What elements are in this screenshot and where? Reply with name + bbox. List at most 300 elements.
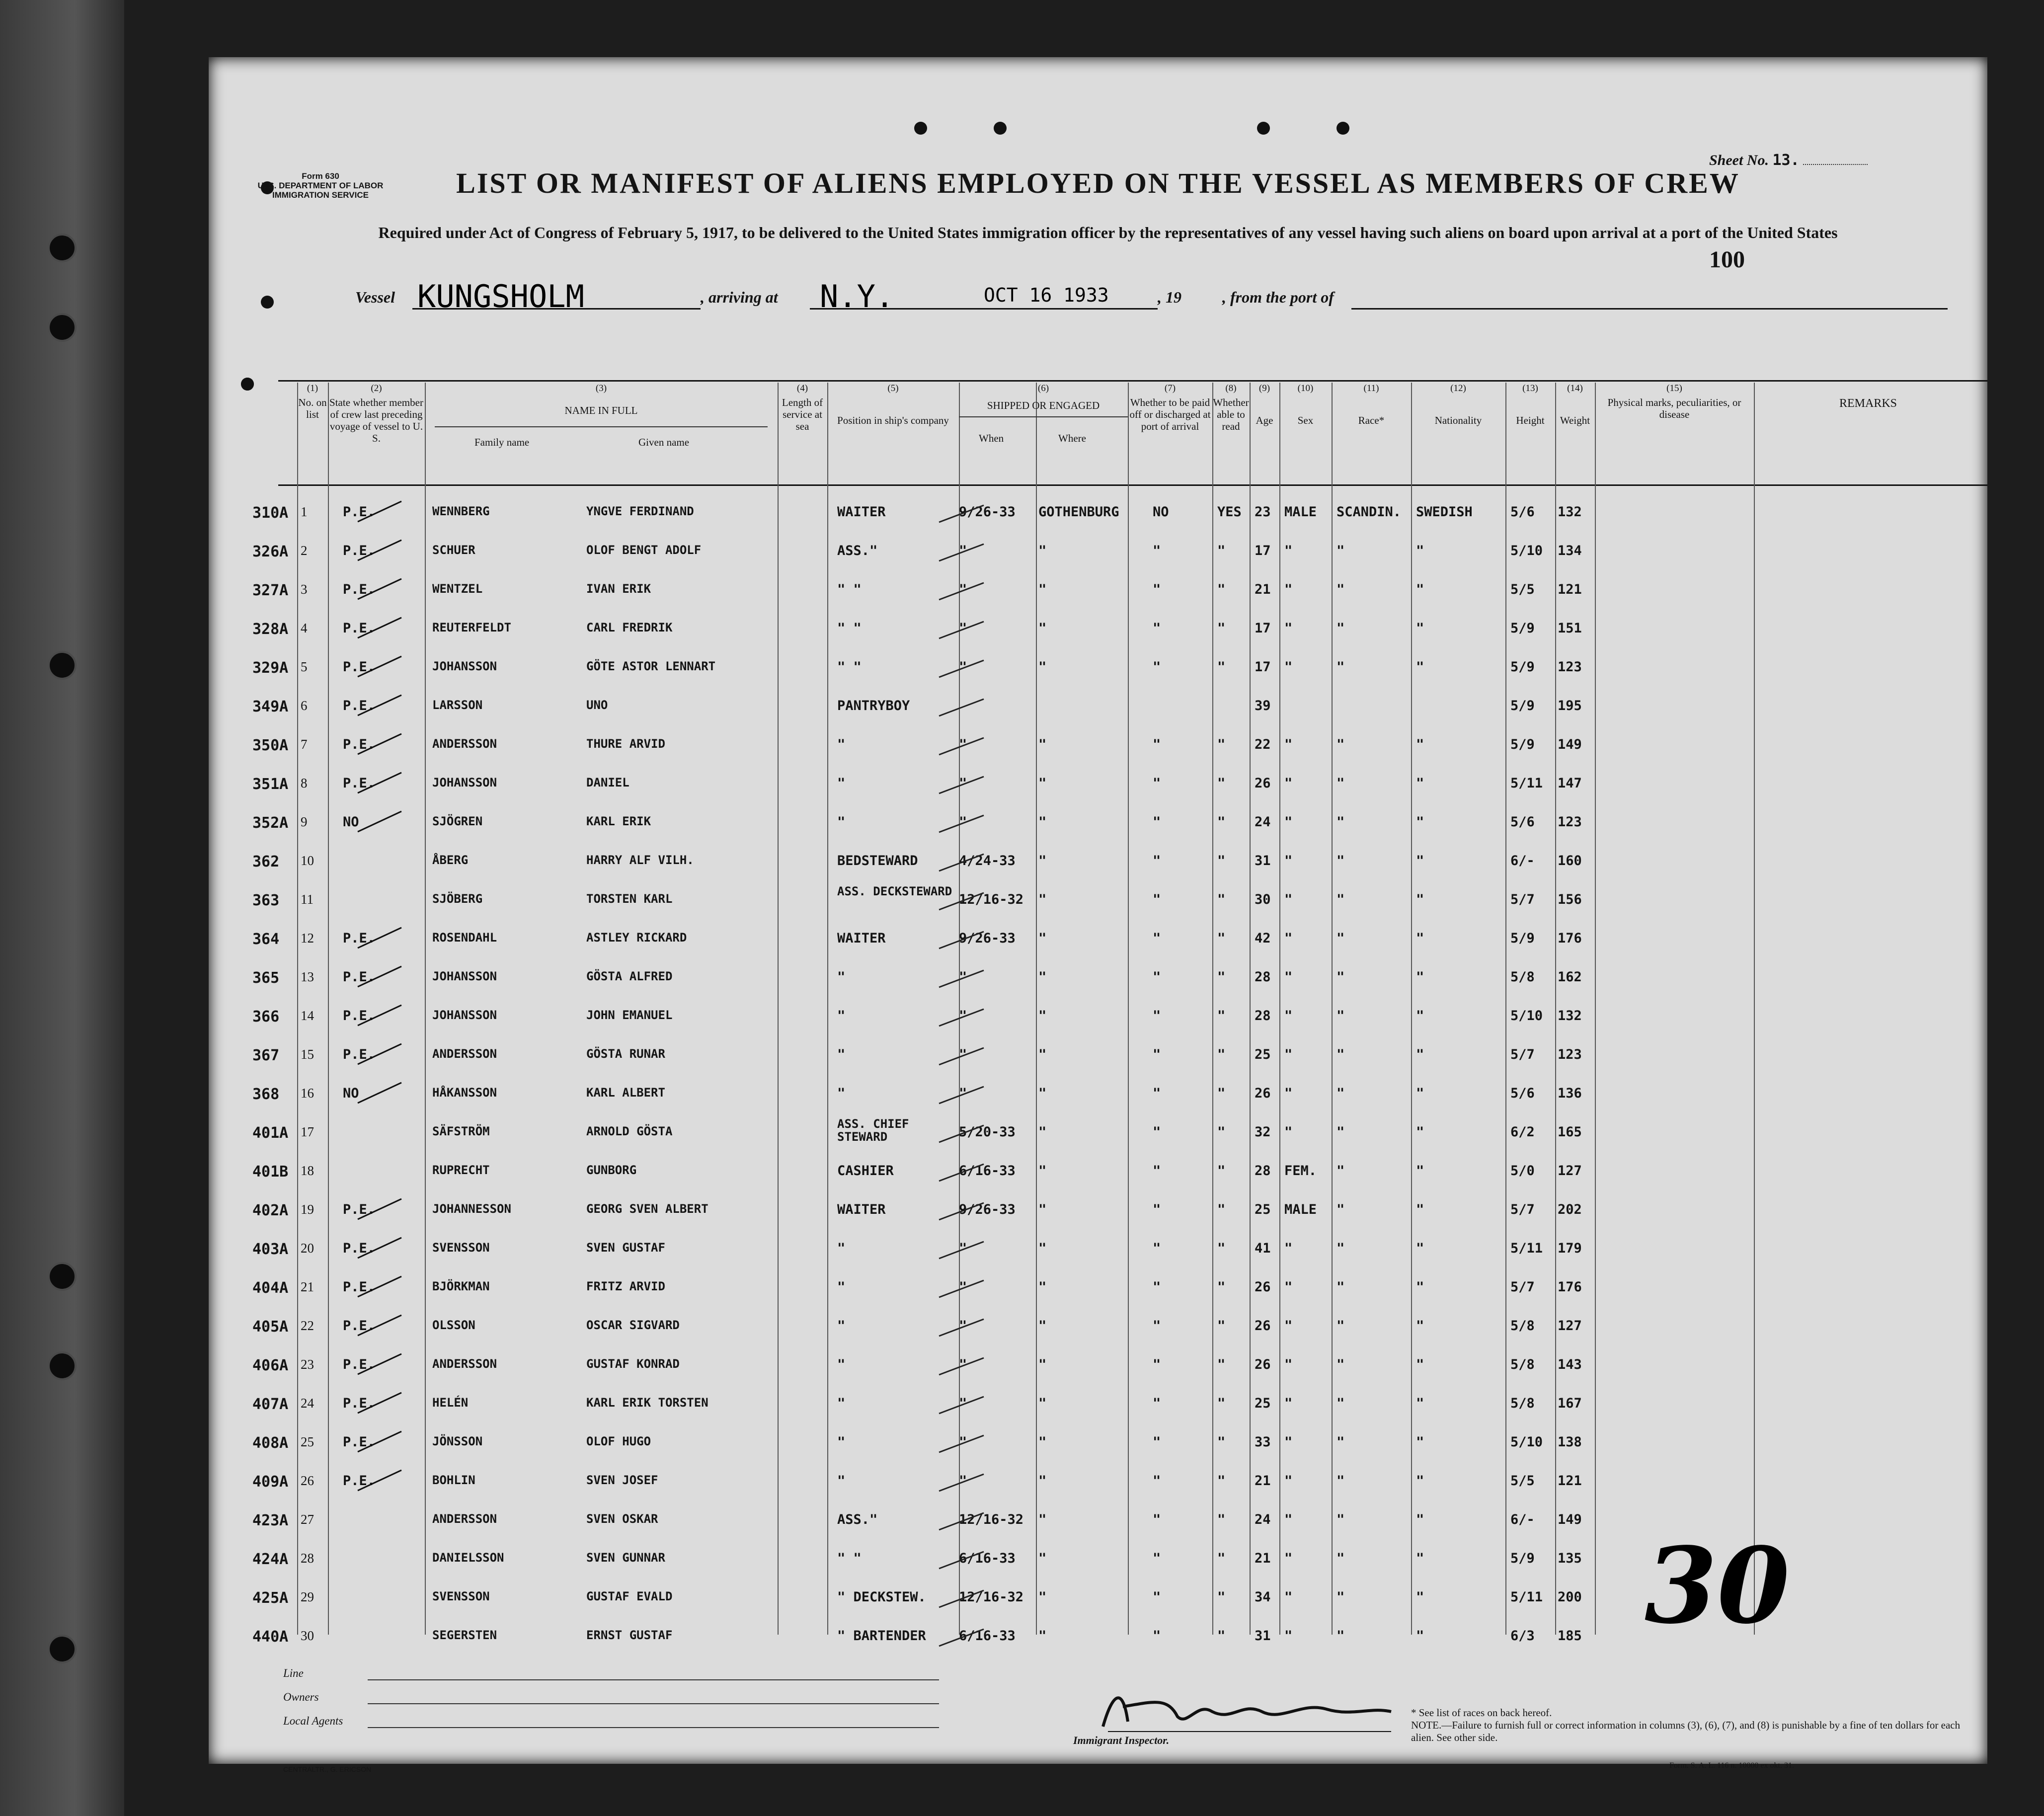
- weight: 179: [1558, 1241, 1582, 1256]
- given-name: DANIEL: [586, 776, 629, 790]
- height: 5/10: [1510, 1008, 1543, 1024]
- last-voyage-status: P.E.: [343, 1396, 376, 1411]
- strike-mark-icon: [358, 538, 402, 563]
- checkmark-icon: [937, 968, 986, 988]
- given-name: SVEN GUSTAF: [586, 1241, 665, 1255]
- position: ": [837, 1318, 846, 1334]
- last-voyage-status: P.E.: [343, 931, 376, 946]
- margin-number: 329A: [252, 659, 289, 677]
- able-to-read: ": [1217, 1434, 1226, 1450]
- paid-off: ": [1153, 1241, 1161, 1256]
- position: ": [837, 969, 846, 985]
- nationality: ": [1416, 1396, 1424, 1411]
- age: 26: [1255, 1086, 1271, 1101]
- list-number: 25: [301, 1434, 314, 1449]
- sex: MALE: [1284, 504, 1317, 520]
- age: 25: [1255, 1202, 1271, 1217]
- given-name: OLOF HUGO: [586, 1434, 651, 1448]
- position: ": [837, 1008, 846, 1024]
- shipped-when: ": [959, 659, 967, 675]
- shipped-where: ": [1038, 1551, 1047, 1566]
- table-row: [209, 884, 1987, 931]
- paid-off: ": [1153, 814, 1161, 830]
- shipped-when: ": [959, 737, 967, 752]
- checkmark-icon: [937, 542, 986, 562]
- shipped-where: ": [1038, 621, 1047, 636]
- paid-off: ": [1153, 969, 1161, 985]
- sex: ": [1284, 853, 1293, 869]
- shipped-when: 6/16-33: [959, 1163, 1016, 1179]
- strike-mark-icon: [358, 1081, 402, 1105]
- able-to-read: ": [1217, 1202, 1226, 1217]
- family-name-subheader: Family name: [474, 436, 530, 448]
- list-number: 12: [301, 931, 314, 946]
- strike-mark-icon: [358, 577, 402, 602]
- paid-off: ": [1153, 1008, 1161, 1024]
- family-name: JOHANSSON: [432, 659, 497, 673]
- list-number: 8: [301, 776, 308, 790]
- shipped-when: ": [959, 1473, 967, 1489]
- able-to-read: ": [1217, 659, 1226, 675]
- height: 5/7: [1510, 1202, 1535, 1217]
- sex: ": [1284, 969, 1293, 985]
- family-name: JOHANSSON: [432, 969, 497, 983]
- strike-mark-icon: [358, 809, 402, 834]
- able-to-read: ": [1217, 814, 1226, 830]
- margin-number: 310A: [252, 504, 289, 522]
- age: 25: [1255, 1047, 1271, 1062]
- given-name: ARNOLD GÖSTA: [586, 1124, 673, 1138]
- height: 5/11: [1510, 776, 1543, 791]
- height: 5/9: [1510, 737, 1535, 752]
- nationality: ": [1416, 659, 1424, 675]
- sex: ": [1284, 1047, 1293, 1062]
- given-name: OSCAR SIGVARD: [586, 1318, 680, 1332]
- shipped-when: 6/16-33: [959, 1551, 1016, 1566]
- able-to-read: ": [1217, 1396, 1226, 1411]
- given-name: ERNST GUSTAF: [586, 1628, 673, 1642]
- shipped-when: ": [959, 582, 967, 597]
- shipped-where: ": [1038, 1163, 1047, 1179]
- list-number: 19: [301, 1202, 314, 1217]
- page-title: LIST OR MANIFEST OF ALIENS EMPLOYED ON THE VESSEL AS MEMBERS OF CREW: [456, 167, 1740, 199]
- list-number: 29: [301, 1589, 314, 1604]
- weight: 132: [1558, 1008, 1582, 1024]
- position: " ": [837, 621, 862, 636]
- able-to-read: ": [1217, 1512, 1226, 1527]
- shipped-where: ": [1038, 1512, 1047, 1527]
- nationality: ": [1416, 1202, 1424, 1217]
- paid-off: ": [1153, 737, 1161, 752]
- sex: ": [1284, 1628, 1293, 1644]
- margin-number: 407A: [252, 1396, 289, 1413]
- family-name: HÅKANSSON: [432, 1086, 497, 1100]
- paid-off: ": [1153, 582, 1161, 597]
- sex: ": [1284, 737, 1293, 752]
- race: ": [1336, 543, 1345, 558]
- checkmark-icon: [937, 1278, 986, 1298]
- owners-label: Owners: [283, 1691, 319, 1703]
- position: " ": [837, 582, 862, 597]
- service: IMMIGRATION SERVICE: [272, 190, 369, 200]
- able-to-read: ": [1217, 1628, 1226, 1644]
- family-name: SCHUER: [432, 543, 475, 557]
- paid-off: ": [1153, 1163, 1161, 1179]
- margin-number: 349A: [252, 698, 289, 715]
- sex: ": [1284, 776, 1293, 791]
- sex: ": [1284, 1279, 1293, 1295]
- checkmark-icon: [937, 658, 986, 678]
- given-name: SVEN OSKAR: [586, 1512, 658, 1526]
- paid-off: ": [1153, 1357, 1161, 1372]
- tally-text: 30: [1645, 1524, 1790, 1647]
- family-name: JOHANSSON: [432, 776, 497, 790]
- race: ": [1336, 814, 1345, 830]
- table-row: [209, 1008, 1987, 1047]
- where-subheader: Where: [1058, 432, 1086, 444]
- height: 5/8: [1510, 1396, 1535, 1411]
- position: " ": [837, 659, 862, 675]
- height: 5/6: [1510, 504, 1535, 520]
- strike-mark-icon: [358, 693, 402, 718]
- strike-mark-icon: [358, 1236, 402, 1261]
- family-name: RUPRECHT: [432, 1163, 490, 1177]
- family-name: ANDERSSON: [432, 737, 497, 751]
- shipped-when: ": [959, 814, 967, 830]
- table-row: [209, 853, 1987, 892]
- family-name: HELÉN: [432, 1396, 469, 1410]
- position: ": [837, 776, 846, 791]
- height: 5/0: [1510, 1163, 1535, 1179]
- shipped-when: ": [959, 1357, 967, 1372]
- checkmark-icon: [937, 1085, 986, 1105]
- table-row: [209, 1318, 1987, 1357]
- family-name: BOHLIN: [432, 1473, 475, 1487]
- checkmark-icon: [937, 1472, 986, 1492]
- checkmark-icon: [937, 620, 986, 639]
- punch-hole-icon: [994, 122, 1007, 135]
- list-number: 28: [301, 1551, 314, 1566]
- weight: 176: [1558, 1279, 1582, 1295]
- able-to-read: ": [1217, 1163, 1226, 1179]
- age: 28: [1255, 1163, 1271, 1179]
- given-name: GUSTAF KONRAD: [586, 1357, 680, 1371]
- age: 31: [1255, 1628, 1271, 1644]
- given-name: THURE ARVID: [586, 737, 665, 751]
- family-name: JOHANNESSON: [432, 1202, 511, 1216]
- race: ": [1336, 1434, 1345, 1450]
- col-6-header: (6) SHIPPED OR ENGAGED When Where: [959, 383, 1128, 437]
- nationality: ": [1416, 1318, 1424, 1334]
- shipped-when: ": [959, 1279, 967, 1295]
- weight: 156: [1558, 892, 1582, 907]
- age: 23: [1255, 504, 1271, 520]
- height: 5/11: [1510, 1241, 1543, 1256]
- height: 5/5: [1510, 1473, 1535, 1489]
- given-name: GEORG SVEN ALBERT: [586, 1202, 708, 1216]
- weight: 123: [1558, 659, 1582, 675]
- age: 42: [1255, 931, 1271, 946]
- checkmark-icon: [937, 1395, 986, 1415]
- list-number: 6: [301, 698, 308, 713]
- shipped-where: ": [1038, 853, 1047, 869]
- paid-off: ": [1153, 621, 1161, 636]
- header-top-rule: [278, 380, 1987, 382]
- checkmark-icon: [937, 1201, 986, 1221]
- nationality: ": [1416, 969, 1424, 985]
- form-reference: Form. S. A. L. 116 n. 10000 ex okt. 31.: [1669, 1761, 1794, 1770]
- shipped-where: ": [1038, 1008, 1047, 1024]
- shipped-where: ": [1038, 776, 1047, 791]
- list-number: 4: [301, 621, 308, 635]
- sex: ": [1284, 1551, 1293, 1566]
- shipped-where: ": [1038, 814, 1047, 830]
- paid-off: ": [1153, 1473, 1161, 1489]
- paid-off: ": [1153, 659, 1161, 675]
- last-voyage-status: P.E.: [343, 621, 376, 636]
- last-voyage-status: P.E.: [343, 1047, 376, 1062]
- paid-off: ": [1153, 1318, 1161, 1334]
- inspector-signature: [1093, 1682, 1401, 1737]
- paid-off: ": [1153, 853, 1161, 869]
- checkmark-icon: [937, 1162, 986, 1182]
- given-name: GÖSTA ALFRED: [586, 969, 673, 983]
- race: ": [1336, 1047, 1345, 1062]
- checkmark-icon: [937, 1240, 986, 1260]
- margin-number: 408A: [252, 1434, 289, 1452]
- given-name: KARL ERIK TORSTEN: [586, 1396, 708, 1410]
- weight: 138: [1558, 1434, 1582, 1450]
- col-3-header: (3) NAME IN FULL Family name Given name: [425, 383, 778, 447]
- position: ASS.": [837, 1512, 878, 1527]
- age: 17: [1255, 659, 1271, 675]
- paid-off: ": [1153, 1628, 1161, 1644]
- race: ": [1336, 853, 1345, 869]
- nationality: ": [1416, 1279, 1424, 1295]
- strike-mark-icon: [358, 654, 402, 679]
- able-to-read: ": [1217, 1124, 1226, 1140]
- shipped-where: ": [1038, 582, 1047, 597]
- height: 5/9: [1510, 621, 1535, 636]
- last-voyage-status: P.E.: [343, 1202, 376, 1217]
- position: ": [837, 1047, 846, 1062]
- sex: ": [1284, 1241, 1293, 1256]
- family-name: SJÖGREN: [432, 814, 483, 828]
- family-name: DANIELSSON: [432, 1551, 504, 1565]
- list-number: 17: [301, 1124, 314, 1139]
- height: 6/-: [1510, 853, 1535, 869]
- given-name: KARL ERIK: [586, 814, 651, 828]
- table-row: [209, 543, 1987, 582]
- list-number: 27: [301, 1512, 314, 1527]
- shipped-where: ": [1038, 1357, 1047, 1372]
- family-name: SJÖBERG: [432, 892, 483, 906]
- age: 26: [1255, 1279, 1271, 1295]
- checkmark-icon: [937, 1627, 986, 1647]
- margin-number: 326A: [252, 543, 289, 560]
- strike-mark-icon: [358, 616, 402, 640]
- weight: 202: [1558, 1202, 1582, 1217]
- line-label: Line: [283, 1667, 304, 1679]
- able-to-read: ": [1217, 737, 1226, 752]
- strike-mark-icon: [358, 1042, 402, 1067]
- height: 5/9: [1510, 698, 1535, 713]
- nationality: ": [1416, 814, 1424, 830]
- family-name: WENTZEL: [432, 582, 483, 596]
- nationality: ": [1416, 776, 1424, 791]
- age: 31: [1255, 853, 1271, 869]
- paid-off: ": [1153, 892, 1161, 907]
- strike-mark-icon: [358, 964, 402, 989]
- able-to-read: ": [1217, 1047, 1226, 1062]
- binder-hole: [48, 651, 77, 680]
- weight: 147: [1558, 776, 1582, 791]
- able-to-read: ": [1217, 892, 1226, 907]
- list-number: 14: [301, 1008, 314, 1023]
- paid-off: ": [1153, 1589, 1161, 1605]
- weight: 123: [1558, 814, 1582, 830]
- weight: 176: [1558, 931, 1582, 946]
- last-voyage-status: P.E.: [343, 659, 376, 675]
- position: " DECKSTEW.: [837, 1589, 926, 1605]
- paid-off: ": [1153, 1047, 1161, 1062]
- given-name: ASTLEY RICKARD: [586, 931, 687, 945]
- list-number: 15: [301, 1047, 314, 1062]
- list-number: 5: [301, 659, 308, 674]
- margin-number: 423A: [252, 1512, 289, 1529]
- age: 34: [1255, 1589, 1271, 1605]
- binder-hole: [48, 234, 77, 262]
- punch-hole-icon: [914, 122, 927, 135]
- shipped-when: 12/16-32: [959, 1589, 1024, 1605]
- margin-number: 405A: [252, 1318, 289, 1336]
- race: ": [1336, 621, 1345, 636]
- position: CASHIER: [837, 1163, 894, 1179]
- paid-off: ": [1153, 1551, 1161, 1566]
- page-subtitle: Required under Act of Congress of February 5, 1917, to be delivered to the United States immigration officer by the representatives of any vessel having such aliens on board upon arrival at a port of the United States: [378, 224, 1838, 241]
- col-7-header: (7) Whether to be paid off or discharged at port of arrival: [1129, 383, 1211, 432]
- checkmark-icon: [937, 1356, 986, 1376]
- height: 5/9: [1510, 1551, 1535, 1566]
- table-row: [209, 1047, 1987, 1086]
- weight: 151: [1558, 621, 1582, 636]
- sex: ": [1284, 892, 1293, 907]
- margin-number: 401B: [252, 1163, 289, 1181]
- nationality: ": [1416, 1124, 1424, 1140]
- local-agents-label: Local Agents: [283, 1715, 343, 1727]
- family-name: SÄFSTRÖM: [432, 1124, 490, 1138]
- age: 22: [1255, 737, 1271, 752]
- margin-number: 364: [252, 931, 280, 948]
- col-9-header: (9) Age: [1256, 383, 1273, 426]
- table-row: [209, 698, 1987, 737]
- shipped-where: ": [1038, 737, 1047, 752]
- arriving-label: , arriving at: [701, 288, 778, 306]
- position: ": [837, 1241, 846, 1256]
- race: ": [1336, 1202, 1345, 1217]
- able-to-read: ": [1217, 1551, 1226, 1566]
- margin-number: 351A: [252, 776, 289, 793]
- shipped-where: ": [1038, 1202, 1047, 1217]
- nationality: ": [1416, 1434, 1424, 1450]
- shipped-when: ": [959, 1434, 967, 1450]
- last-voyage-status: P.E.: [343, 1241, 376, 1256]
- shipped-where: ": [1038, 543, 1047, 558]
- position: ASS. CHIEF STEWARD: [837, 1117, 909, 1144]
- last-voyage-status: P.E.: [343, 1279, 376, 1295]
- age: 17: [1255, 543, 1271, 558]
- list-number: 18: [301, 1163, 314, 1178]
- nationality: ": [1416, 931, 1424, 946]
- strike-mark-icon: [358, 926, 402, 950]
- shipped-when: ": [959, 1047, 967, 1062]
- list-number: 7: [301, 737, 308, 752]
- margin-number: 367: [252, 1047, 280, 1064]
- position: ": [837, 1434, 846, 1450]
- family-name: SVENSSON: [432, 1589, 490, 1603]
- date-stamp: OCT 16 1933: [984, 284, 1109, 306]
- inspector-label: Immigrant Inspector.: [1073, 1734, 1170, 1746]
- given-name: TORSTEN KARL: [586, 892, 673, 906]
- nationality: ": [1416, 1008, 1424, 1024]
- shipped-where: ": [1038, 1124, 1047, 1140]
- weight: 127: [1558, 1163, 1582, 1179]
- sex: ": [1284, 1086, 1293, 1101]
- paid-off: ": [1153, 776, 1161, 791]
- sex: ": [1284, 582, 1293, 597]
- weight: 121: [1558, 582, 1582, 597]
- shipped-when: ": [959, 621, 967, 636]
- age: 41: [1255, 1241, 1271, 1256]
- height: 5/11: [1510, 1589, 1543, 1605]
- paid-off: ": [1153, 931, 1161, 946]
- position: ASS.": [837, 543, 878, 558]
- shipped-when: ": [959, 776, 967, 791]
- given-name: SVEN JOSEF: [586, 1473, 658, 1487]
- weight: 121: [1558, 1473, 1582, 1489]
- last-voyage-status: P.E.: [343, 543, 376, 558]
- height: 5/6: [1510, 814, 1535, 830]
- race: ": [1336, 1163, 1345, 1179]
- list-number: 23: [301, 1357, 314, 1372]
- sex: ": [1284, 1318, 1293, 1334]
- shipped-where: ": [1038, 1434, 1047, 1450]
- given-name: CARL FREDRIK: [586, 621, 673, 634]
- last-voyage-status: P.E.: [343, 1434, 376, 1450]
- binder-hole: [48, 1351, 77, 1380]
- race: ": [1336, 1473, 1345, 1489]
- race: ": [1336, 1628, 1345, 1644]
- sex: FEM.: [1284, 1163, 1317, 1179]
- nationality: ": [1416, 892, 1424, 907]
- shipped-when: 6/16-33: [959, 1628, 1016, 1644]
- department: U. S. DEPARTMENT OF LABOR: [257, 181, 384, 190]
- list-number: 24: [301, 1396, 314, 1411]
- remarks-header: REMARKS: [1839, 397, 1897, 410]
- margin-number: 363: [252, 892, 280, 909]
- checkmark-icon: [937, 775, 986, 794]
- sex: ": [1284, 543, 1293, 558]
- paid-off: ": [1153, 1279, 1161, 1295]
- table-row: [209, 1086, 1987, 1124]
- sex: ": [1284, 1589, 1293, 1605]
- margin-number: 366: [252, 1008, 280, 1026]
- able-to-read: ": [1217, 1318, 1226, 1334]
- age: 28: [1255, 1008, 1271, 1024]
- able-to-read: ": [1217, 853, 1226, 869]
- height: 5/5: [1510, 582, 1535, 597]
- family-name: SEGERSTEN: [432, 1628, 497, 1642]
